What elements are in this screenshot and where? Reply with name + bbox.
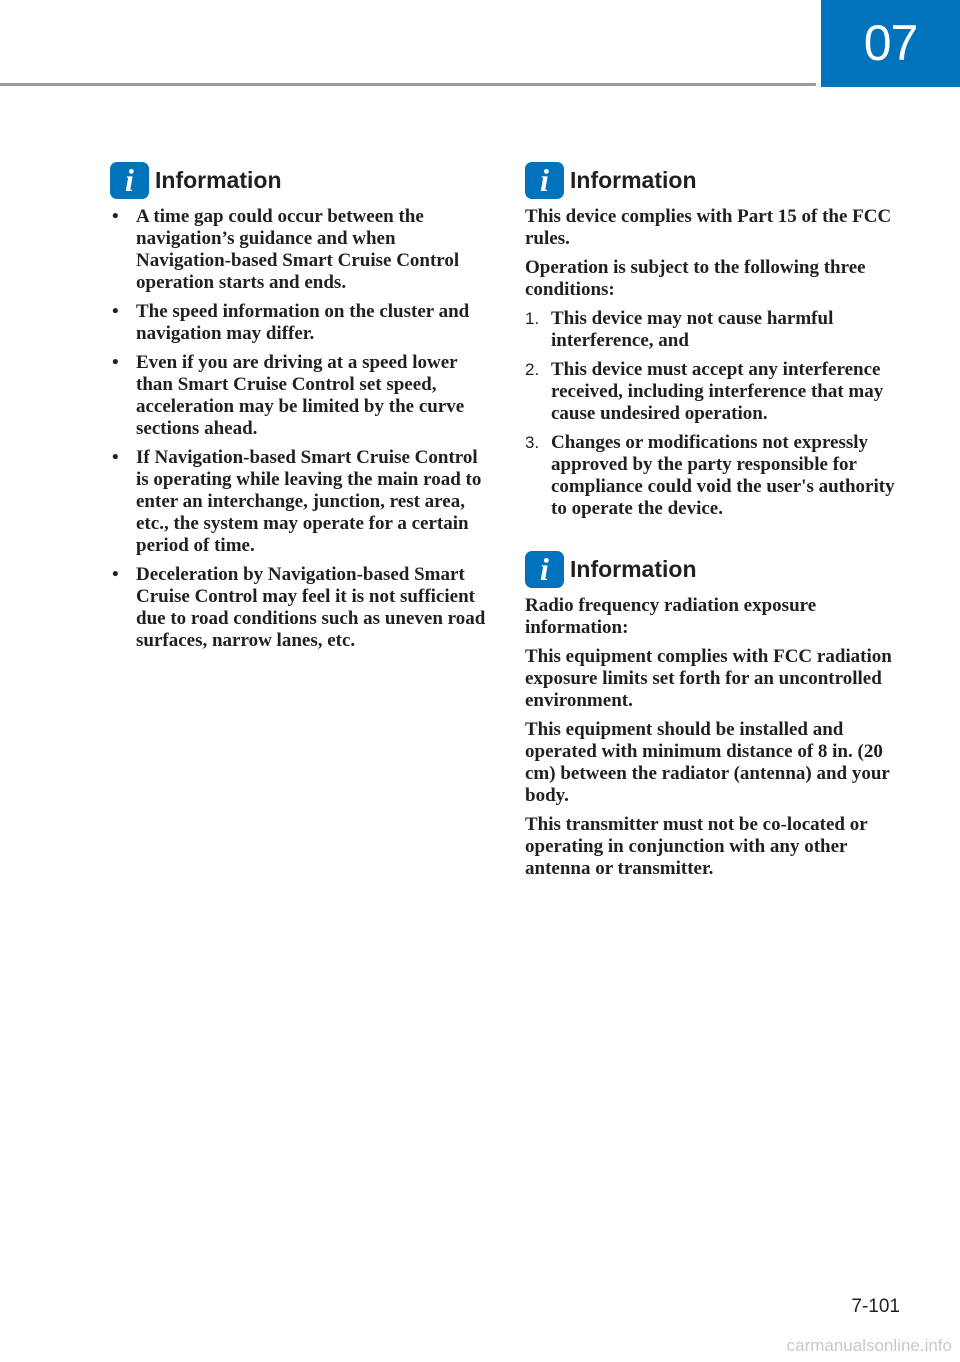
info-icon: i <box>525 162 564 199</box>
bullet-list <box>110 206 490 652</box>
header-rule <box>0 83 816 86</box>
page-number: 7-101 <box>851 1296 900 1317</box>
list-item: • Deceleration by Navigation-based Smart Cruise Control may feel it is not sufficient due to road conditions such as uneven road surfaces, narrow lanes, etc. <box>110 564 490 652</box>
list-item: • If Navigation-based Smart Cruise Control is operating while leaving the main road to enter an interchange, junction, rest area, etc., the system may operate for a certain period of time. <box>110 447 490 557</box>
info-title: Information <box>570 556 697 582</box>
list-item: • Even if you are driving at a speed lower than Smart Cruise Control set speed, acceleration may be limited by the curve sections ahead. <box>110 352 490 440</box>
paragraph: This device complies with Part 15 of the FCC rules. <box>525 206 892 249</box>
item-text: This device must accept any interference received, including interference that may cause undesired operation. <box>551 359 884 424</box>
list-item <box>525 432 910 520</box>
info-heading-rf <box>525 549 910 589</box>
info-icon: i <box>110 162 149 199</box>
list-item <box>525 359 910 425</box>
watermark: carmanualsonline.info <box>786 1336 952 1355</box>
paragraph: This equipment should be installed and operated with minimum distance of 8 in. (20 cm) between the radiator (antenna) and your body. <box>525 719 890 806</box>
left-column <box>110 160 490 659</box>
item-text: Changes or modifications not expressly approved by the party responsible for compliance could void the user's authority to operate the device. <box>551 432 895 519</box>
item-number: 1. <box>525 309 540 328</box>
info-heading-fcc <box>525 160 910 200</box>
block-gap <box>525 527 910 549</box>
right-column <box>525 160 910 887</box>
item-text: This device may not cause harmful interference, and <box>551 308 834 351</box>
paragraph: Radio frequency radiation exposure information: <box>525 595 817 638</box>
paragraph: Operation is subject to the following three conditions: <box>525 257 866 300</box>
info-title: Information <box>155 167 282 193</box>
info-icon: i <box>525 551 564 588</box>
paragraph: This transmitter must not be co-located or operating in conjunction with any other antenna or transmitter. <box>525 814 868 879</box>
chapter-tab: 07 <box>821 0 960 87</box>
list-item: • The speed information on the cluster and navigation may differ. <box>110 301 490 345</box>
list-item: • A time gap could occur between the navigation’s guidance and when Navigation-based Smart Cruise Control operation starts and ends. <box>110 206 490 294</box>
item-number: 3. <box>525 433 540 452</box>
info-heading-left <box>110 160 490 200</box>
item-number: 2. <box>525 360 540 379</box>
info-title: Information <box>570 167 697 193</box>
list-item <box>525 308 910 352</box>
numbered-list <box>525 308 910 520</box>
paragraph: This equipment complies with FCC radiation exposure limits set forth for an uncontrolled environment. <box>525 646 892 711</box>
